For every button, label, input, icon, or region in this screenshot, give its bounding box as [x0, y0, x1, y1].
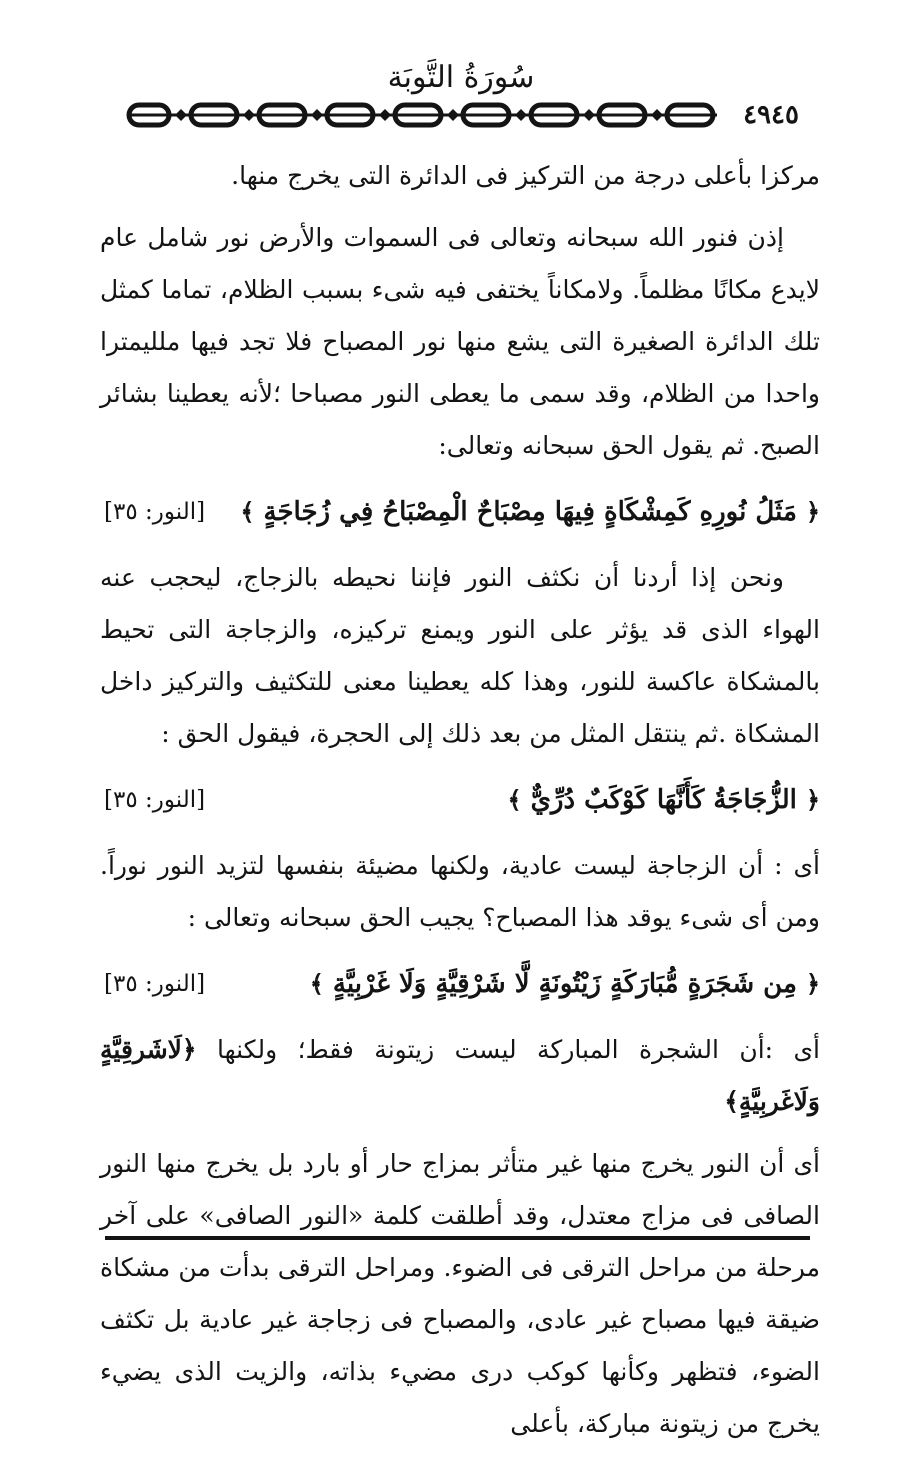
- paragraph-6: أى أن النور يخرج منها غير متأثر بمزاج حار أو بارد بل يخرج منها النور الصافى فى مزاج معتدل، وقد أطلقت كلمة «النور الصافى» على آخر مرحلة من مراحل الترقى فى الضوء. ومراحل الترقى بدأت من مشكاة ضيقة فيها مصباح غير عادى، والمصباح فى زجاجة غير عادية بل تكثف الضوء، فتظهر وكأنها كوكب درى مضيء بذاته، والزيت الذى يضيء يخرج من زيتونة مباركة، بأعلى: [100, 1149, 820, 1438]
- verse-open-bracket: ﴿: [805, 785, 820, 814]
- inline-verse-text: لَاشَرقِيَّةٍ وَلَاغَربِيَّةٍ: [100, 1035, 820, 1116]
- verse-3-text: مِن شَجَرَةٍ مُّبَارَكَةٍ زَيْتُونَةٍ لَّا شَرْقِيَّةٍ وَلَا غَرْبِيَّةٍ: [332, 969, 797, 999]
- inline-open-bracket: ﴿: [181, 1035, 197, 1064]
- verse-3: [310, 958, 820, 1010]
- ornamental-header-band: [125, 98, 825, 132]
- surah-title: سُورَةُ التَّوبَة: [387, 60, 535, 95]
- verse-3-reference: [النور: ٣٥]: [104, 971, 206, 997]
- verse-open-bracket: ﴿: [805, 497, 820, 526]
- page-number: ٤٩٤٥: [717, 98, 825, 132]
- verse-1-reference: [النور: ٣٥]: [104, 499, 206, 525]
- paragraph-5: [100, 1024, 820, 1128]
- verse-2-text: الزُّجَاجَةُ كَأَنَّهَا كَوْكَبٌ دُرِّيٌّ: [530, 785, 797, 815]
- paragraph-5-text: أى :أن الشجرة المباركة ليست زيتونة فقط؛ ولكنها: [217, 1035, 821, 1064]
- verse-line-2: [100, 770, 820, 830]
- verse-2: [507, 774, 820, 826]
- verse-line-1: [100, 482, 820, 542]
- paragraph-1: مركزا بأعلى درجة من التركيز فى الدائرة التى يخرج منها.: [231, 161, 820, 190]
- verse-line-3: [100, 954, 820, 1014]
- verse-close-bracket: ﴾: [507, 785, 522, 814]
- verse-open-bracket: ﴿: [805, 969, 820, 998]
- verse-close-bracket: ﴾: [309, 969, 324, 998]
- verse-close-bracket: ﴾: [240, 497, 255, 526]
- verse-2-reference: [النور: ٣٥]: [104, 787, 206, 813]
- paragraph-3: ونحن إذا أردنا أن نكثف النور فإننا نحيطه بالزجاج، ليحجب عنه الهواء الذى قد يؤثر على النور ويمنع تركيزه، والزجاجة التى تحيط بالمشكاة عاكسة للنور، وهذا كله يعطينا معنى للتكثيف والتركيز داخل المشكاة .ثم ينتقل المثل من بعد ذلك إلى الحجرة، فيقول الحق :: [100, 563, 820, 748]
- verse-1-text: مَثَلُ نُورِهِ كَمِشْكَاةٍ فِيهَا مِصْبَاحٌ الْمِصْبَاحُ فِي زُجَاجَةٍ: [263, 497, 797, 527]
- footer-rule: [105, 1236, 810, 1240]
- body-text: [100, 150, 820, 1460]
- paragraph-2: إذن فنور الله سبحانه وتعالى فى السموات والأرض نور شامل عام لايدع مكانًا مظلماً. ولامكاناً يختفى فيه شىء بسبب الظلام، تماما كمثل تلك الدائرة الصغيرة التى يشع منها نور المصباح فلا تجد فيها ملليمترا واحدا من الظلام، وقد سمى ما يعطى النور مصباحا ؛لأنه يعطينا بشائر الصبح. ثم يقول الحق سبحانه وتعالى:: [100, 223, 820, 460]
- paragraph-4: أى : أن الزجاجة ليست عادية، ولكنها مضيئة بنفسها لتزيد النور نوراً. ومن أى شىء يوقد هذا المصباح؟ يجيب الحق سبحانه وتعالى :: [100, 851, 820, 932]
- inline-close-bracket: ﴾: [724, 1087, 739, 1116]
- verse-1: [240, 486, 820, 538]
